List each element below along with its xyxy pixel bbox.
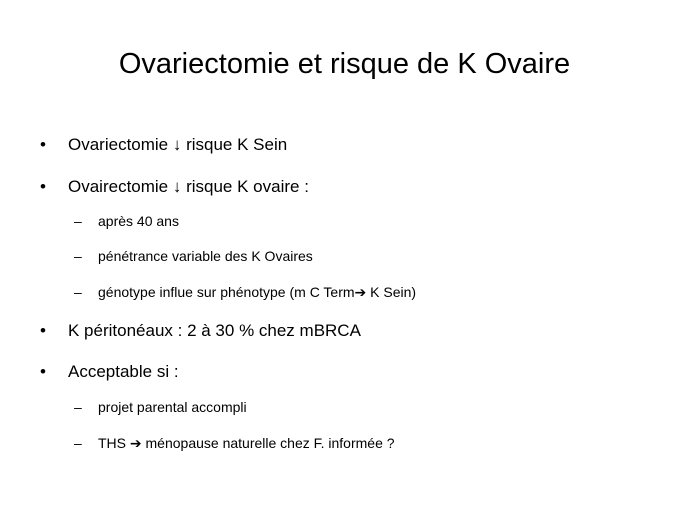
dash-marker: – <box>74 284 82 300</box>
bullet-marker: • <box>40 135 46 154</box>
sub-bullet-text: pénétrance variable des K Ovaires <box>98 248 313 264</box>
sub-bullet-text: THS ➔ ménopause naturelle chez F. informée ? <box>98 435 395 451</box>
bullet-text: K péritonéaux : 2 à 30 % chez mBRCA <box>68 321 361 340</box>
bullet-text: Ovariectomie ↓ risque K Sein <box>68 135 288 154</box>
sub-bullet-text: après 40 ans <box>98 213 179 229</box>
bullet-marker: • <box>40 177 46 196</box>
dash-marker: – <box>74 399 82 415</box>
sub-bullet-text: projet parental accompli <box>98 399 247 415</box>
sub-bullet-text: génotype influe sur phénotype (m C Term➔ K Sein) <box>98 284 417 300</box>
bullet-text: Acceptable si : <box>68 362 179 381</box>
dash-marker: – <box>74 435 82 451</box>
dash-marker: – <box>74 213 82 229</box>
dash-marker: – <box>74 248 82 264</box>
bullet-marker: • <box>40 362 46 381</box>
bullet-text: Ovairectomie ↓ risque K ovaire : <box>68 177 309 196</box>
bullet-marker: • <box>40 321 46 340</box>
slide-title: Ovariectomie et risque de K Ovaire <box>118 48 571 80</box>
